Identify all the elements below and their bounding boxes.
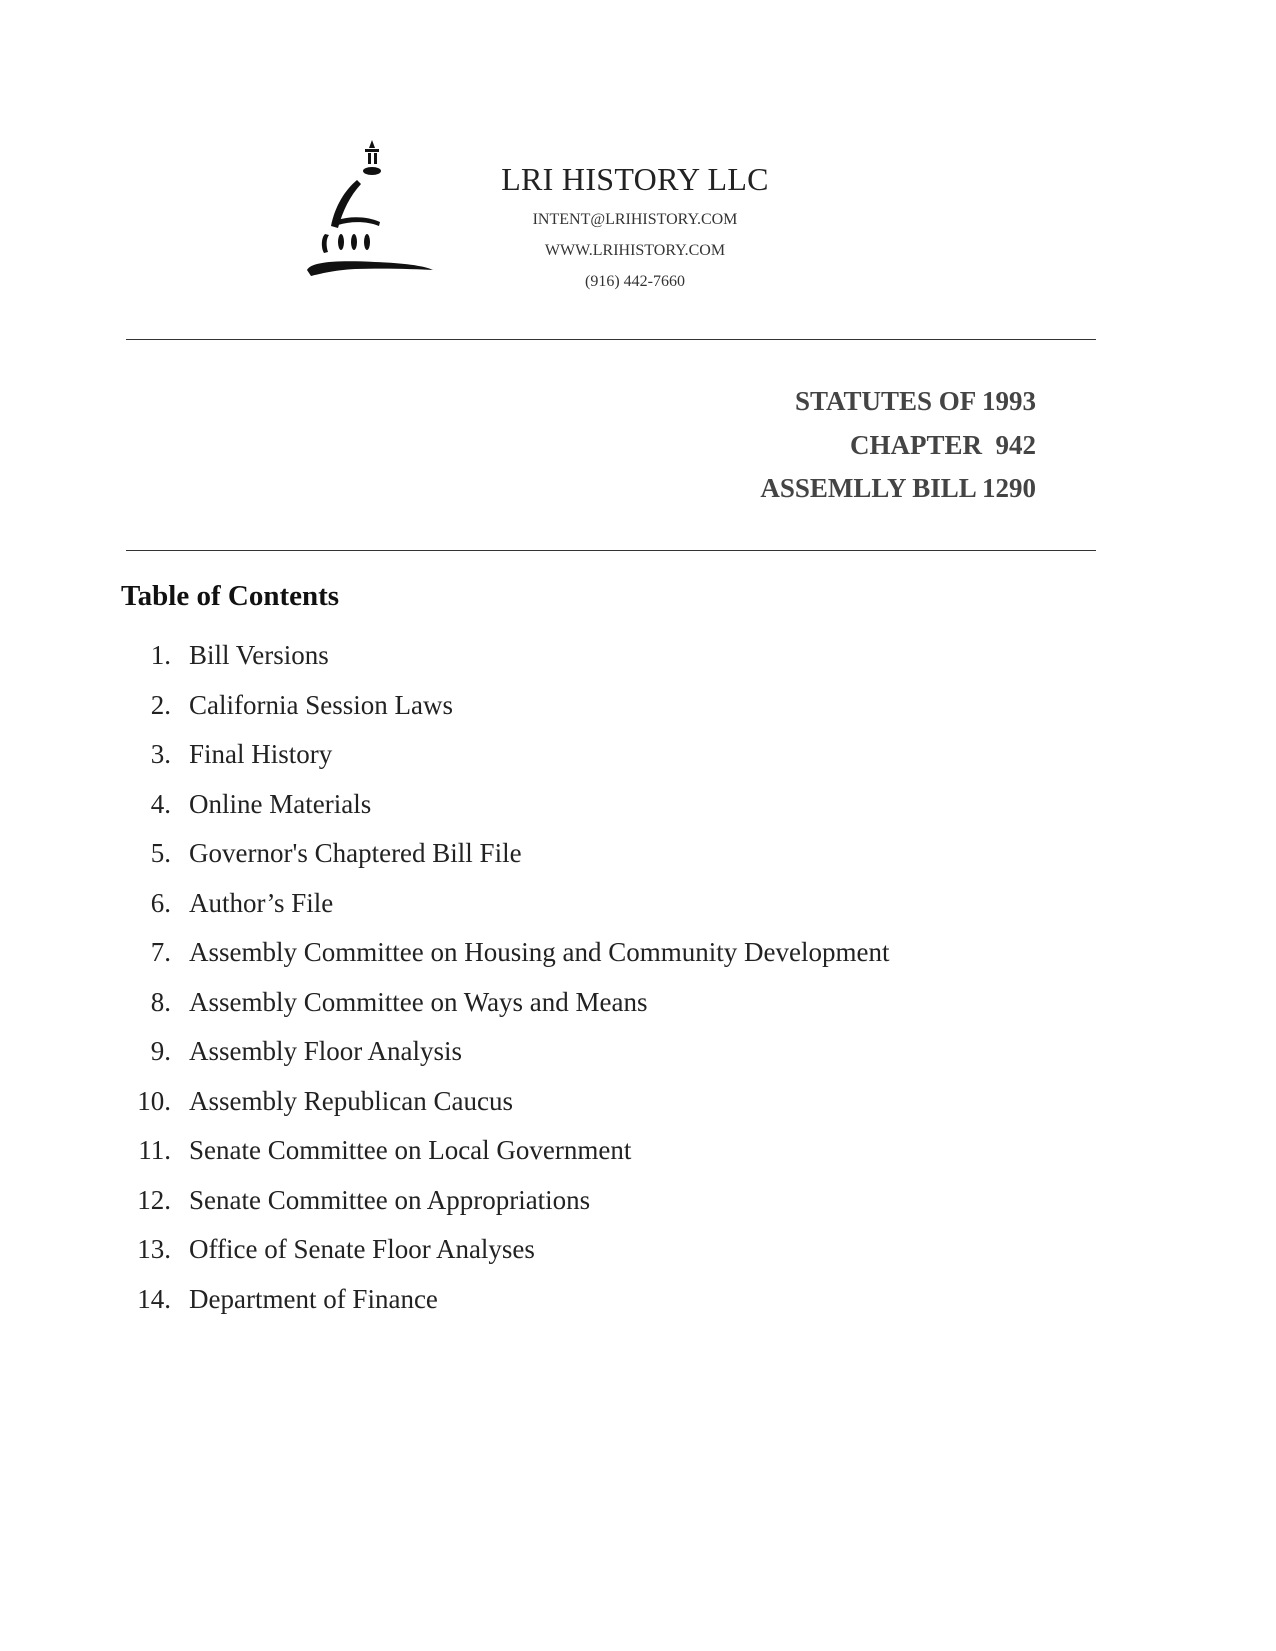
- company-phone: (916) 442-7660: [585, 273, 685, 291]
- toc-item: [121, 1284, 889, 1334]
- toc-item-label: Office of Senate Floor Analyses: [189, 1234, 535, 1264]
- toc-item-number: 3.: [150, 739, 171, 769]
- toc-item-label: California Session Laws: [189, 689, 453, 720]
- toc-item-number: 1.: [150, 640, 171, 670]
- toc-item-label: Bill Versions: [189, 640, 329, 670]
- toc-list: [121, 640, 889, 1333]
- toc-item-number: 13.: [137, 1234, 171, 1264]
- toc-item-number: 2.: [150, 689, 171, 720]
- toc-item-label: Online Materials: [189, 788, 372, 819]
- toc-item: [121, 937, 889, 987]
- toc-item-label: Senate Committee on Appropriations: [189, 1184, 591, 1215]
- toc-item: [121, 1135, 889, 1185]
- toc-item-number: 14.: [137, 1283, 171, 1314]
- statute-chapter: CHAPTER 942: [849, 429, 1036, 460]
- toc-item-label: Assembly Floor Analysis: [189, 1036, 463, 1066]
- toc-item-number: 10.: [137, 1085, 171, 1116]
- toc-item-label: Final History: [189, 739, 333, 769]
- toc-item: [121, 987, 889, 1037]
- toc-item-label: Assembly Committee on Housing and Community Development: [189, 937, 890, 967]
- toc-item: [121, 888, 889, 938]
- top-divider: [126, 339, 1096, 340]
- toc-item-number: 7.: [150, 937, 171, 967]
- toc-item-number: 6.: [150, 887, 171, 918]
- bottom-divider: [126, 550, 1096, 551]
- toc-item-number: 12.: [137, 1184, 171, 1215]
- toc-title: Table of Contents: [121, 580, 340, 612]
- toc-item-number: 5.: [150, 838, 171, 868]
- toc-item-label: Governor's Chaptered Bill File: [189, 838, 522, 868]
- toc-item-number: 4.: [150, 788, 171, 819]
- toc-item: [121, 1185, 889, 1235]
- statute-heading: [760, 380, 1036, 511]
- statute-year: STATUTES OF 1993: [794, 386, 1036, 416]
- toc-item: [121, 789, 889, 839]
- toc-item-label: Author’s File: [189, 887, 334, 918]
- letterhead-contact: [430, 160, 840, 297]
- toc-item-label: Senate Committee on Local Government: [189, 1135, 632, 1165]
- toc-item: [121, 640, 889, 690]
- toc-item-label: Assembly Republican Caucus: [189, 1085, 513, 1116]
- toc-item-number: 11.: [138, 1135, 171, 1165]
- toc-item: [121, 1086, 889, 1136]
- company-website: WWW.LRIHISTORY.COM: [544, 242, 726, 260]
- toc-item: [121, 690, 889, 740]
- statute-bill: ASSEMLLY BILL 1290: [760, 473, 1036, 503]
- toc-item: [121, 838, 889, 888]
- toc-item-label: Department of Finance: [189, 1283, 438, 1314]
- toc-item: [121, 1234, 889, 1284]
- company-email: INTENT@LRIHISTORY.COM: [532, 211, 738, 229]
- toc-item-label: Assembly Committee on Ways and Means: [189, 986, 648, 1017]
- toc-item: [121, 739, 889, 789]
- toc-item: [121, 1036, 889, 1086]
- toc-item-number: 9.: [150, 1036, 171, 1066]
- toc-item-number: 8.: [150, 986, 171, 1017]
- company-name: LRI HISTORY LLC: [501, 161, 769, 197]
